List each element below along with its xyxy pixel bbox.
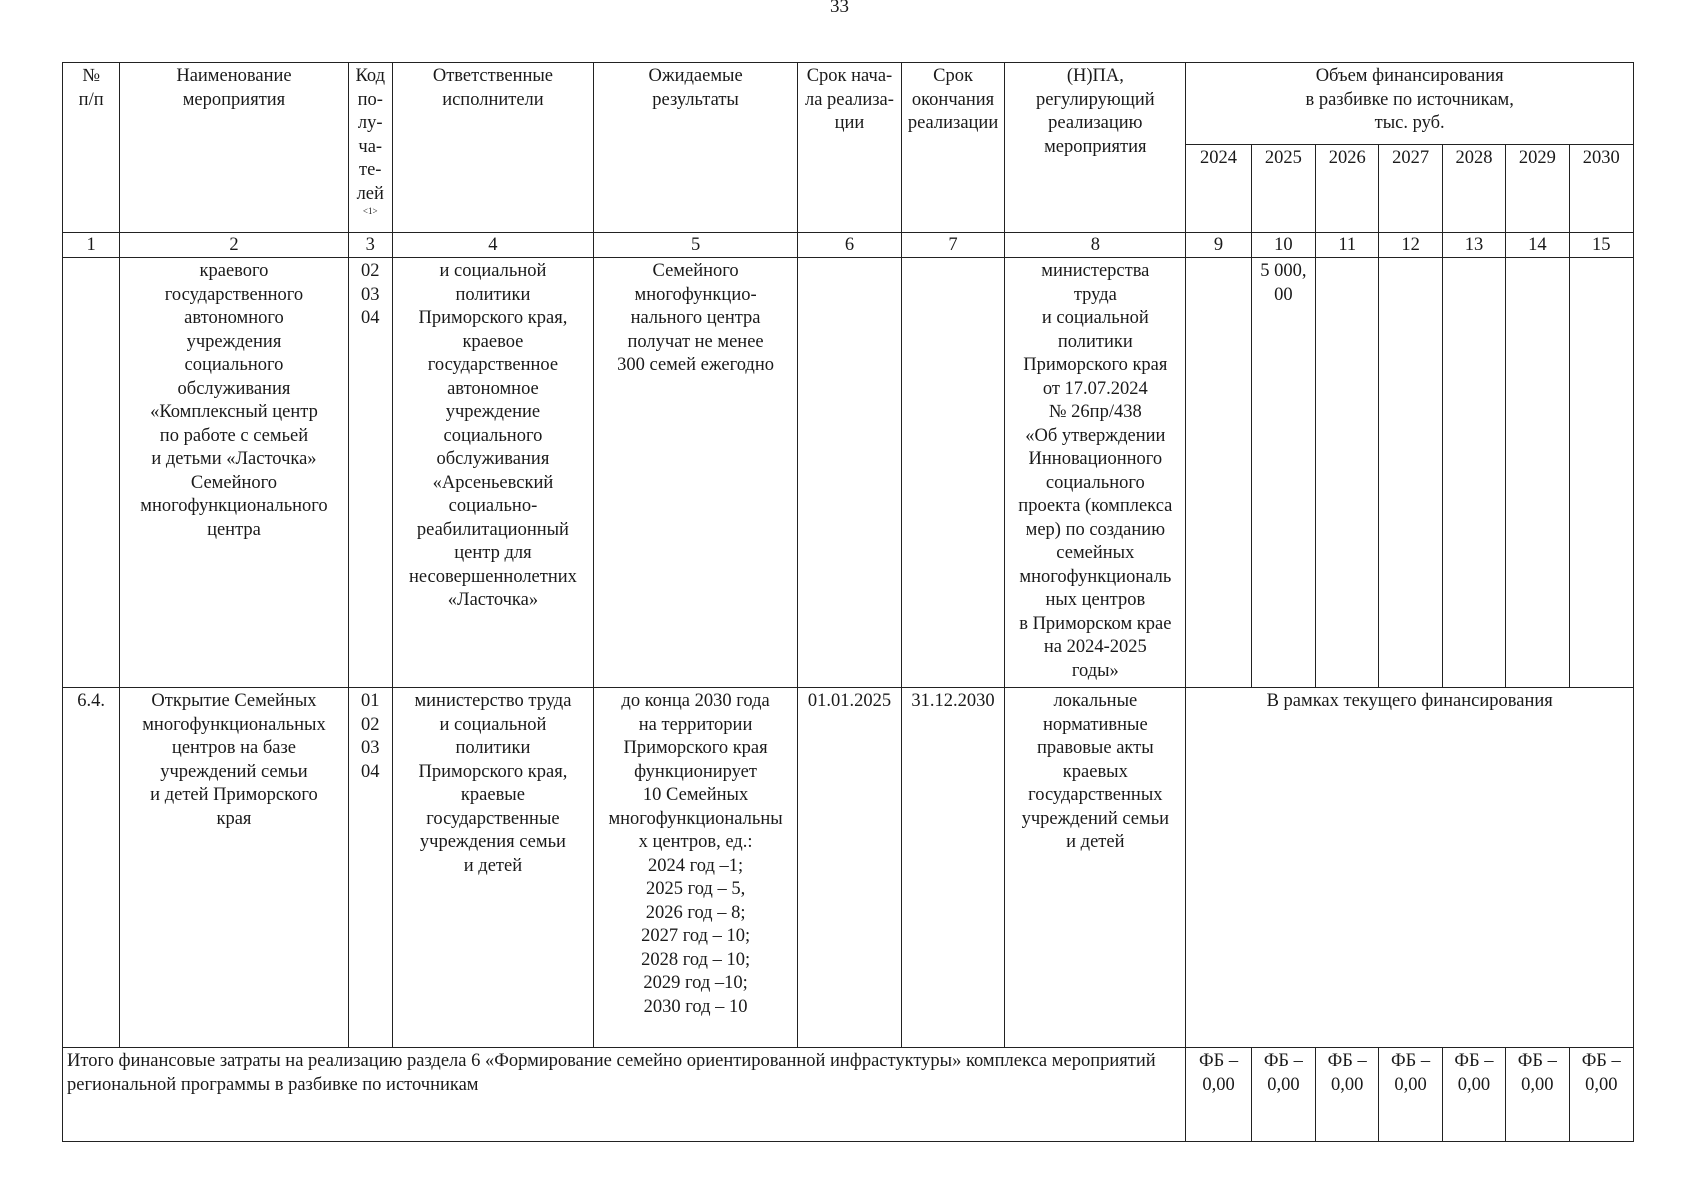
row-funding-2027 [1379, 258, 1442, 688]
page-number: 33 [830, 0, 849, 17]
total-2024: ФБ – 0,00 [1186, 1048, 1251, 1142]
total-2030: ФБ – 0,00 [1569, 1048, 1634, 1142]
column-number: 8 [1005, 233, 1186, 258]
column-number: 6 [798, 233, 902, 258]
column-number: 5 [594, 233, 798, 258]
table-row-6-4 [63, 688, 1634, 1048]
total-row [63, 1048, 1634, 1142]
table-row-continued [63, 258, 1634, 688]
total-2025: ФБ – 0,00 [1251, 1048, 1315, 1142]
year-2030: 2030 [1569, 145, 1634, 233]
header-executors: Ответственные исполнители [392, 63, 593, 233]
year-2028: 2028 [1442, 145, 1505, 233]
column-number: 10 [1251, 233, 1315, 258]
header-codes-note: <1> [362, 206, 378, 216]
row-funding-2029 [1506, 258, 1569, 688]
column-number: 1 [63, 233, 120, 258]
column-number: 13 [1442, 233, 1505, 258]
header-npa: (Н)ПА, регулирующий реализацию мероприятия [1005, 63, 1186, 233]
row-end: 31.12.2030 [901, 688, 1005, 1048]
header-funding: Объем финансирования в разбивке по источникам, тыс. руб. [1186, 63, 1634, 145]
row-num: 6.4. [63, 688, 120, 1048]
year-2024: 2024 [1186, 145, 1251, 233]
total-2028: ФБ – 0,00 [1442, 1048, 1505, 1142]
row-codes: 01 02 03 04 [348, 688, 392, 1048]
year-2027: 2027 [1379, 145, 1442, 233]
row-end [901, 258, 1005, 688]
column-number: 11 [1316, 233, 1379, 258]
row-results: до конца 2030 года на территории Приморского края функционирует 10 Семейных многофункциональны х центров, ед.: 2024 год –1; 2025 год – 5, 2026 год – 8; 2027 год – 10; 2028 год – 10; 2029 год –10; 2030 год – 10 [594, 688, 798, 1048]
column-numbers-row [63, 233, 1634, 258]
row-funding-2024 [1186, 258, 1251, 688]
row-executors: министерство труда и социальной политики Приморского края, краевые государственные учреждения семьи и детей [392, 688, 593, 1048]
column-number: 7 [901, 233, 1005, 258]
column-number: 4 [392, 233, 593, 258]
row-start [798, 258, 902, 688]
total-2026: ФБ – 0,00 [1316, 1048, 1379, 1142]
header-results: Ожидаемые результаты [594, 63, 798, 233]
year-2025: 2025 [1251, 145, 1315, 233]
column-number: 14 [1506, 233, 1569, 258]
year-2029: 2029 [1506, 145, 1569, 233]
header-end: Срок окончания реализации [901, 63, 1005, 233]
header-row [63, 63, 1634, 145]
column-number: 2 [120, 233, 348, 258]
row-funding-2028 [1442, 258, 1505, 688]
total-2027: ФБ – 0,00 [1379, 1048, 1442, 1142]
column-number: 15 [1569, 233, 1634, 258]
total-2029: ФБ – 0,00 [1506, 1048, 1569, 1142]
row-funding-2030 [1569, 258, 1634, 688]
column-number: 12 [1379, 233, 1442, 258]
row-funding-2025: 5 000, 00 [1251, 258, 1315, 688]
row-codes: 02 03 04 [348, 258, 392, 688]
row-funding-2026 [1316, 258, 1379, 688]
header-start: Срок нача- ла реализа- ции [798, 63, 902, 233]
header-codes-label: Код по- лу- ча- те- лей [355, 66, 386, 204]
program-table [62, 62, 1634, 1142]
row-executors: и социальной политики Приморского края, краевое государственное автономное учреждение социального обслуживания «Арсеньевский социально- реабилитационный центр для несовершеннолетних «Ласточка» [392, 258, 593, 688]
row-funding-text: В рамках текущего финансирования [1186, 688, 1634, 1048]
year-2026: 2026 [1316, 145, 1379, 233]
row-name: Открытие Семейных многофункциональных центров на базе учреждений семьи и детей Приморского края [120, 688, 348, 1048]
header-name: Наименование мероприятия [120, 63, 348, 233]
header-num: № п/п [63, 63, 120, 233]
total-text: Итого финансовые затраты на реализацию раздела 6 «Формирование семейно ориентированной инфрастуктуры» комплекса мероприятий региональной программы в разбивке по источникам [63, 1048, 1186, 1142]
row-num [63, 258, 120, 688]
column-number: 3 [348, 233, 392, 258]
row-start: 01.01.2025 [798, 688, 902, 1048]
row-name: краевого государственного автономного учреждения социального обслуживания «Комплексный центр по работе с семьей и детьми «Ласточка» Семейного многофункционального центра [120, 258, 348, 688]
column-number: 9 [1186, 233, 1251, 258]
row-npa: министерства труда и социальной политики Приморского края от 17.07.2024 № 26пр/438 «Об утверждении Инновационного социального проекта (комплекса мер) по созданию семейных многофункциональ ных центров в Приморском крае на 2024-2025 годы» [1005, 258, 1186, 688]
row-npa: локальные нормативные правовые акты краевых государственных учреждений семьи и детей [1005, 688, 1186, 1048]
row-results: Семейного многофункцио- нального центра получат не менее 300 семей ежегодно [594, 258, 798, 688]
header-codes [348, 63, 392, 233]
